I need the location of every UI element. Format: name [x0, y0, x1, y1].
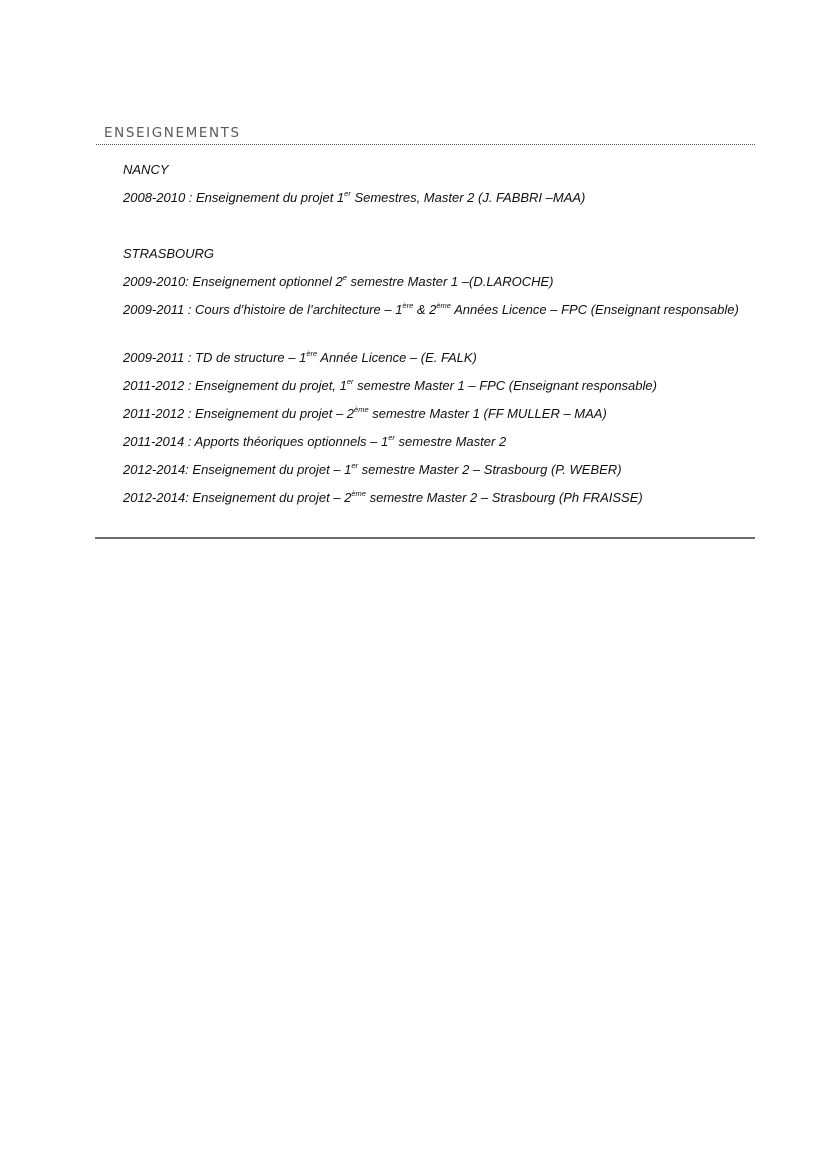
section-bottom-divider — [95, 537, 755, 539]
entry-superscript: ème — [354, 405, 369, 414]
entry-text: 2011-2014 : Apports théoriques optionnels – 1 — [123, 434, 389, 449]
entry-text: semestre Master 1 (FF MULLER – MAA) — [368, 406, 607, 421]
entry-superscript: er — [388, 433, 395, 442]
entry-superscript: ème — [351, 489, 366, 498]
entry-text: 2012-2014: Enseignement du projet – 1 — [123, 462, 352, 477]
entry-text: Années Licence – FPC (Enseignant responsable) — [450, 302, 739, 317]
strasbourg-entry-3 — [123, 348, 748, 367]
entry-text: 2012-2014: Enseignement du projet – 2 — [123, 490, 352, 505]
entry-superscript: er — [346, 377, 354, 386]
entry-text: semestre Master 2 — [394, 434, 507, 449]
strasbourg-entry-1 — [123, 272, 748, 291]
entry-superscript: e — [342, 273, 347, 282]
entry-text: Année Licence – (E. FALK) — [317, 350, 477, 365]
entry-text: semestre Master 1 –(D.LAROCHE) — [346, 274, 554, 289]
entry-text: semestre Master 1 – FPC (Enseignant responsable) — [353, 378, 657, 393]
section-title: ENSEIGNEMENTS — [104, 125, 241, 141]
entry-text: semestre Master 2 – Strasbourg (Ph FRAISSE) — [365, 490, 643, 505]
entry-text: 2011-2012 : Enseignement du projet, 1 — [123, 378, 347, 393]
strasbourg-heading: STRASBOURG — [123, 246, 215, 261]
section-dotted-divider — [96, 144, 755, 145]
entry-superscript: er — [344, 189, 351, 198]
entry-text: 2009-2010: Enseignement optionnel 2 — [123, 274, 343, 289]
entry-text: & 2 — [413, 302, 437, 317]
entry-text: semestre Master 2 – Strasbourg (P. WEBER) — [358, 462, 622, 477]
nancy-heading: NANCY — [123, 162, 169, 177]
entry-superscript: er — [351, 461, 359, 470]
strasbourg-entry-7 — [123, 460, 748, 479]
strasbourg-entry-5 — [123, 404, 748, 423]
entry-superscript: ème — [436, 301, 451, 310]
entry-text: 2011-2012 : Enseignement du projet – 2 — [123, 406, 355, 421]
strasbourg-entry-8 — [123, 488, 748, 507]
entry-text: Semestres, Master 2 (J. FABBRI –MAA) — [350, 190, 586, 205]
entry-superscript: ère — [306, 349, 318, 358]
nancy-entry-1 — [123, 188, 748, 207]
entry-text: 2009-2011 : Cours d’histoire de l’architecture – 1 — [123, 302, 403, 317]
entry-text: 2009-2011 : TD de structure – 1 — [123, 350, 307, 365]
strasbourg-entry-4 — [123, 376, 748, 395]
entry-superscript: ère — [402, 301, 414, 310]
strasbourg-entry-2 — [123, 300, 748, 319]
entry-text: 2008-2010 : Enseignement du projet 1 — [123, 190, 345, 205]
strasbourg-entry-6 — [123, 432, 748, 451]
